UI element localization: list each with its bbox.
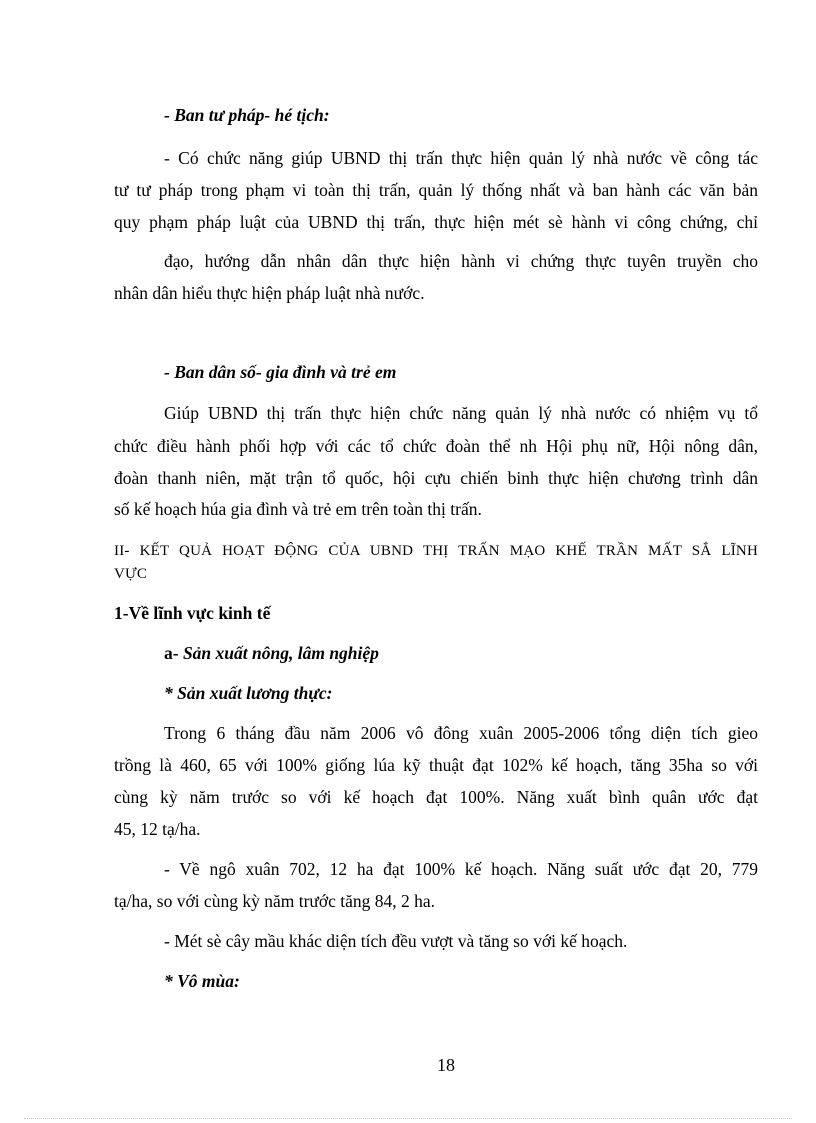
paragraph-line: trồng là 460, 65 với 100% giống lúa kỹ thuật đạt 102% kế hoạch, tăng 35ha so với [114, 755, 758, 775]
paragraph-line: - Mét sè cây mầu khác diện tích đều vượt và tăng so với kế hoạch. [164, 931, 628, 951]
paragraph-line: tạ/ha, so với cùng kỳ năm trước tăng 84, 2 ha. [114, 891, 436, 911]
paragraph-line: cùng kỳ năm trước so với kế hoạch đạt 100%. Năng xuất bình quân ước đạt [114, 787, 758, 807]
paragraph-line: Trong 6 tháng đầu năm 2006 vô đông xuân 2005-2006 tổng diện tích gieo [164, 723, 758, 743]
paragraph-line: đoàn thanh niên, mặt trận tổ quốc, hội cựu chiến binh thực hiện chương trình dân [114, 468, 758, 488]
luong-thuc-heading: * Sản xuất lương thực: [164, 683, 333, 703]
page-bottom-divider [24, 1118, 792, 1119]
section-heading-tu-phap: - Ban tư pháp- hé tịch: [164, 105, 330, 125]
section-title: II- KẾT QUẢ HOẠT ĐỘNG CỦA UBND THỊ TRẤN MẠO KHẾ TRẦN MẤT SẮ LĨNH [114, 543, 758, 559]
paragraph-line: chức điều hành phối hợp với các tổ chức đoàn thể nh Hội phụ nữ, Hội nông dân, [114, 436, 758, 456]
sub-a-heading [164, 643, 379, 663]
section-heading-dan-so: - Ban dân số- gia đình và trẻ em [164, 362, 397, 382]
sub-a-text: Sản xuất nông, lâm nghiệp [182, 643, 379, 663]
page-number: 18 [437, 1055, 455, 1075]
paragraph-line: - Về ngô xuân 702, 12 ha đạt 100% kế hoạch. Năng suất ước đạt 20, 779 [164, 859, 758, 879]
paragraph-line: đạo, hướng dẫn nhân dân thực hiện hành vi chứng thực tuyên truyền cho [164, 251, 758, 271]
paragraph-line: Giúp UBND thị trấn thực hiện chức năng quản lý nhà nước có nhiệm vụ tổ [164, 403, 758, 423]
paragraph-line: 45, 12 tạ/ha. [114, 819, 201, 839]
paragraph-line: nhân dân hiểu thực hiện pháp luật nhà nước. [114, 283, 425, 303]
subheading: 1-Về lĩnh vực kinh tế [114, 603, 271, 623]
paragraph-line: quy phạm pháp luật của UBND thị trấn, thực hiện mét sè hành vi công chứng, chỉ [114, 212, 758, 232]
vo-mua-heading: * Vô mùa: [164, 971, 240, 991]
sub-a-prefix: a- [164, 643, 183, 663]
paragraph-line: số kế hoạch húa gia đình và trẻ em trên toàn thị trấn. [114, 499, 482, 519]
paragraph-line: tư tư pháp trong phạm vi toàn thị trấn, quản lý thống nhất và ban hành các văn bản [114, 180, 758, 200]
paragraph-line: - Có chức năng giúp UBND thị trấn thực hiện quản lý nhà nước về công tác [164, 148, 758, 168]
section-title-cont: VỰC [114, 566, 148, 582]
